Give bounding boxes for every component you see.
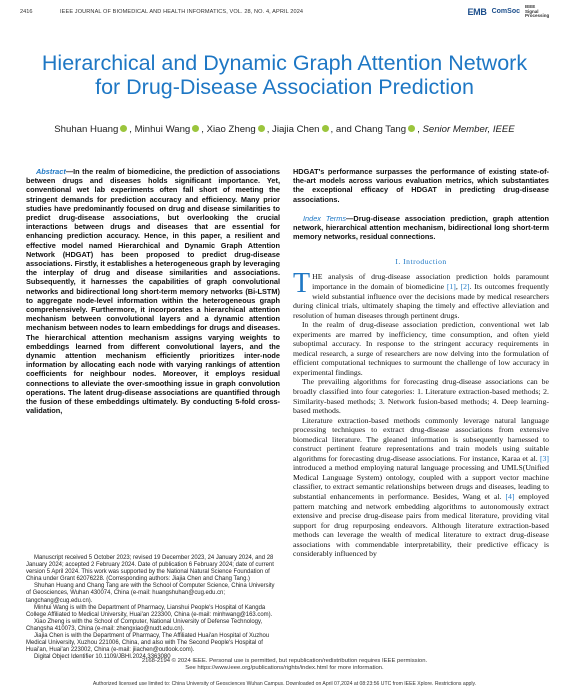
orcid-icon[interactable] [192,125,199,132]
page-number: 2416 [20,9,33,15]
author-name: Xiao Zheng [206,124,256,135]
author-role: Senior Member, IEEE [422,124,515,135]
orcid-icon[interactable] [120,125,127,132]
emb-logo: EMB [467,6,487,17]
footnote-received: Manuscript received 5 October 2023; revised 19 December 2023, 24 January 2024, and 28 January 2024; accepted 2 February 2024. Date of publication 6 February 2024; date of current version 5 April 2024. This work was supported by the National Natural Science Foundation of China under Grant 62076228. (Corresponding authors: Jiajia Chen and Chang Tang.) [26,555,274,583]
citation-link[interactable]: [3] [539,453,549,463]
running-header [20,4,550,29]
left-column [26,167,280,415]
index-terms [293,214,549,242]
author-name: Jiajia Chen [272,124,320,135]
index-terms-label: Index Terms [303,213,347,223]
right-column [293,167,549,559]
citation-link[interactable]: [1] [446,281,456,291]
intro-paragraph: The prevailing algorithms for forecasting drug-disease associations can be broadly classified into four categories: 1. Literature extraction-based methods; 2. Similarity-based methods; 3. Network fusion-based methods; 4. Deep learning-based methods. [293,377,549,416]
index-terms-text: —Drug-disease association prediction, graph attention network, hierarchical attention mechanism, bidirectional long short-term memory networks, residual connections. [293,213,550,242]
footnote-affiliation: Xiao Zheng is with the School of Computer, National University of Defense Technology, Changsha 410073, China (e-mail: zhengxiao@nudt.edu.cn). [26,618,263,632]
comsoc-logo: ComSoc [491,8,520,16]
license-notice: Authorized licensed use limited to: China University of Geosciences Wuhan Campus. Downloaded on April 07,2024 at 08:23:56 UTC from IEEE Xplore. Restrictions apply. [92,681,477,687]
author-name: Minhui Wang [134,124,191,135]
abstract-label: Abstract [36,167,66,176]
footnote-affiliation: Minhui Wang is with the Department of Pharmacy, Lianshui People's Hospital of Kangda College Affiliated to Medical University, Huai'an 223300, China (e-mail: minhwang@163.com). [26,604,273,618]
society-logos [467,4,550,19]
footnote-affiliation: Shuhan Huang and Chang Tang are with the School of Computer Science, China University of Geosciences, Wuhan 430074, China (e-mail: huangshuhan@cug.edu.cn; tangchang@cug.edu.cn). [26,583,275,604]
abstract [26,167,280,415]
abstract-text: —In the realm of biomedicine, the prediction of associations between drugs and diseases holds significant importance. Yet, conventional wet lab experiments often fall short of meeting the stringent demands for prediction accuracy and efficiency. Many prior studies have predominantly focused on drug and disease similarities to predict drug-disease associations, but overlooking the crucial interactions between drugs and diseases that are essential for enhancing prediction accuracy. Hence, in this paper, a resilient and effective model named Hierarchical and Dynamic Graph Attention Network (HDGAT) has been proposed to predict drug-disease associations. Firstly, it establishes a heterogeneous graph by leveraging the interplay of drug and disease similarities and associations. Subsequently, it harnesses the capabilities of graph convolutional networks and bidirectional long short-term memory networks (Bi-LSTM) to aggregate node-level information within the heterogeneous graph comprehensively. Furthermore, it incorporates a hierarchical attention mechanism between convolutional layers and a dynamic attention mechanism between nodes to learn embeddings for drugs and diseases. The hierarchical attention mechanism assigns varying weights to embeddings learned from different convolutional layers, and the dynamic attention mechanism efficiently prioritizes inter-node information by allocating each node with varying rankings of attention coefficients for neighbour nodes. Moreover, it employs residual connections to alleviate the over-smoothing issue in graph convolution operations. The latent drug-disease associations are quantified through the fusion of these embeddings ultimately. By conducting 5-fold cross-validation, [26,167,280,416]
copyright-notice [0,658,569,673]
orcid-icon[interactable] [408,125,415,132]
citation-link[interactable]: [4] [505,492,515,501]
sps-logo: IEEE Signal Processing [525,4,550,19]
intro-paragraph: THE analysis of drug-disease association prediction holds paramount importance in the domain of biomedicine [1], [2]. Its outcomes frequently wield substantial influence over the decisions made by medical researchers during clinical trials, ultimately shaping the timely and effective alleviation and resolution of human diseases through pertinent drugs. [293,268,550,320]
rights-link[interactable]: See https://www.ieee.org/publications/rights/index.html for more information. [185,665,384,672]
author-name: and Chang Tang [335,124,407,135]
intro-paragraph: Literature extraction-based methods commonly leverage natural language processing techniques to extract drug-disease associations from extensive biomedical literature. The gleaned information is subsequently harnessed to construct pertinent feature representations and train models using suitable algorithms for forecasting drug-disease associations. For instance, Karaa et al. [3] introduced a method employing natural language processing and UMLS(Unified Medical Language System) ontology, coupled with a support vector machine classifier, to extract semantic relationships between drugs and diseases, leading to substantial enhancements in performance. Besides, Wang et al. [4] employed pattern matching and network embedding algorithms to autonomously extract extensive and precise drug-disease pairs from medical literature, providing vital support for drug repurposing endeavors. Although literature extraction-based methods can leverage the wealth of medical literature to extract drug-disease associations with commendable interpretability, their predictive efficacy is considerably influenced by [293,415,549,559]
footnotes [26,555,280,661]
author-line: Shuhan Huang , Minhui Wang , Xiao Zheng , Jiajia Chen , and Chang Tang , Senior Member, IEEE [54,124,515,135]
citation-link[interactable]: [2] [460,281,470,291]
orcid-icon[interactable] [322,125,329,132]
author-name: Shuhan Huang [54,124,119,135]
drop-cap: T [293,268,311,300]
section-heading-introduction: I. Introduction [395,257,447,267]
intro-paragraph: In the realm of drug-disease association prediction, conventional wet lab experiments are marred by inefficiency, time consumption, and often yield suboptimal accuracy. In response to the stringent accuracy requirements in medical research, a surge of researchers are now delving into the formulation of efficient computational techniques to surmount the challenge of low accuracy in experimental findings. [293,320,549,377]
orcid-icon[interactable] [258,125,265,132]
abstract-continuation: HDGAT's performance surpasses the performance of existing state-of-the-art models across various evaluation metrics, which substantiates the exceptional efficacy of HDGAT in predicting drug-disease associations. [293,167,549,204]
footnote-doi[interactable]: Digital Object Identifier 10.1109/JBHI.2024.3363080 [34,654,171,661]
journal-line: IEEE JOURNAL OF BIOMEDICAL AND HEALTH INFORMATICS, VOL. 28, NO. 4, APRIL 2024 [60,9,304,15]
footnote-affiliation: Jiajia Chen is with the Department of Pharmacy, The Affiliated Huai'an Hospital of Xuzhou Medical University, Xuzhou 221006, China, and also with The Second People's Hospital of Huai'an, Huai'an 223002, China (e-mail: jiiachen@outlook.com). [26,633,270,654]
copyright-line: 2168-2194 © 2024 IEEE. Personal use is permitted, but republication/redistribution requires IEEE permission. [141,658,428,664]
paper-title: Hierarchical and Dynamic Graph Attention Network for Drug-Disease Association Prediction [41,51,528,99]
